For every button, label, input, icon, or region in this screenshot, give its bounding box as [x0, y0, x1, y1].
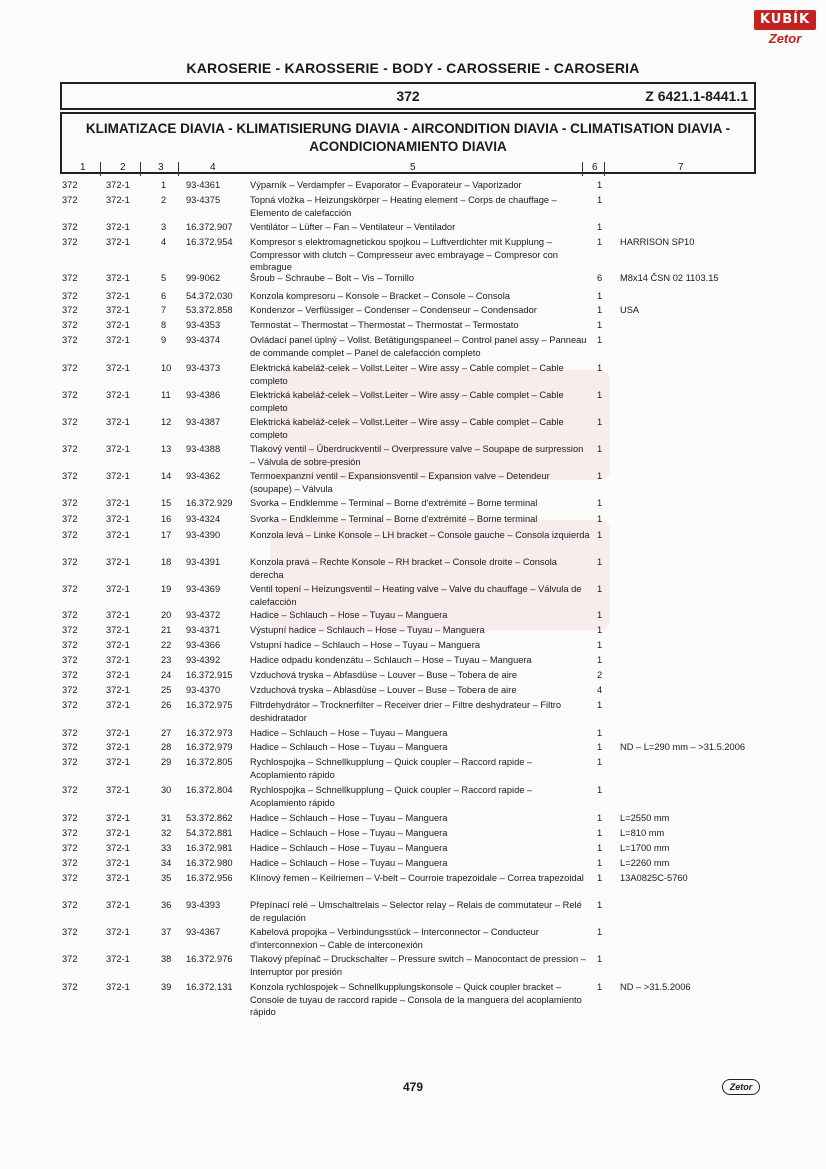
cell-c1: 372 [62, 363, 78, 373]
cell-c5: Filtrdehydrátor – Trocknerfilter – Receiver drier – Filtre deshydrateur – Filtro deshidratador [250, 700, 562, 723]
cell-c5: Vzduchová tryska – Abfasdüse – Louver – Buse – Tobera de aire [250, 670, 518, 680]
cell-c2: 372-1 [106, 237, 130, 247]
cell-c2: 372-1 [106, 927, 130, 937]
cell-c2: 372-1 [106, 742, 130, 752]
cell-c3: 33 [161, 843, 172, 853]
column-number: 5 [410, 162, 416, 173]
column-number: 2 [120, 162, 126, 173]
cell-c7: ND – L=290 mm – >31.5.2006 [620, 742, 746, 752]
cell-c4: 93-4392 [186, 655, 221, 665]
cell-c4: 93-4362 [186, 471, 221, 481]
cell-c4: 16.372.954 [186, 237, 233, 247]
group-bar [60, 82, 756, 110]
column-divider [582, 162, 583, 176]
cell-c6: 1 [597, 390, 603, 400]
cell-c4: 93-4367 [186, 927, 221, 937]
cell-c3: 37 [161, 927, 172, 937]
cell-c5: Hadice odpadu kondenzátu – Schlauch – Hose – Tuyau – Manguera [250, 655, 532, 665]
cell-c1: 372 [62, 335, 78, 345]
cell-c1: 372 [62, 700, 78, 710]
cell-c4: 99-9062 [186, 273, 221, 283]
cell-c4: 93-4371 [186, 625, 221, 635]
cell-c2: 372-1 [106, 982, 130, 992]
cell-c4: 93-4391 [186, 557, 221, 567]
cell-c6: 1 [597, 757, 603, 767]
cell-c4: 53.372.862 [186, 813, 233, 823]
cell-c5: Konzola levá – Linke Konsole – LH bracket – Console gauche – Consola izquierda [250, 530, 590, 540]
cell-c6: 1 [597, 305, 603, 315]
cell-c7: L=2550 mm [620, 813, 670, 823]
cell-c5: Svorka – Endklemme – Terminal – Borne d'extrémité – Borne terminal [250, 514, 538, 524]
cell-c7: M8x14 ČSN 02 1103.15 [620, 273, 719, 283]
cell-c5: Termostat – Thermostat – Thermostat – Thermostat – Termostato [250, 320, 519, 330]
cell-c6: 1 [597, 927, 603, 937]
cell-c5: Šroub – Schraube – Bolt – Vis – Tornillo [250, 273, 415, 283]
cell-c4: 16.372.805 [186, 757, 233, 767]
cell-c2: 372-1 [106, 335, 130, 345]
cell-c1: 372 [62, 927, 78, 937]
cell-c2: 372-1 [106, 530, 130, 540]
group-number: 372 [396, 88, 420, 104]
cell-c2: 372-1 [106, 670, 130, 680]
cell-c5: Rychlospojka – Schnellkupplung – Quick coupler – Raccord rapide – Acoplamiento rápido [250, 757, 533, 780]
cell-c6: 1 [597, 742, 603, 752]
cell-c3: 26 [161, 700, 172, 710]
cell-c2: 372-1 [106, 195, 130, 205]
cell-c2: 372-1 [106, 828, 130, 838]
cell-c2: 372-1 [106, 954, 130, 964]
cell-c1: 372 [62, 237, 78, 247]
cell-c4: 93-4370 [186, 685, 221, 695]
cell-c6: 1 [597, 530, 603, 540]
cell-c5: Ventil topení – Heizungsventil – Heating valve – Valve du chauffage – Válvula de calefacción [250, 584, 582, 607]
cell-c4: 93-4366 [186, 640, 221, 650]
cell-c1: 372 [62, 273, 78, 283]
cell-c3: 19 [161, 584, 172, 594]
cell-c1: 372 [62, 954, 78, 964]
cell-c2: 372-1 [106, 757, 130, 767]
footer-logo: Zetor [722, 1079, 760, 1095]
cell-c1: 372 [62, 640, 78, 650]
cell-c3: 27 [161, 728, 172, 738]
cell-c1: 372 [62, 670, 78, 680]
cell-c3: 7 [161, 305, 167, 315]
cell-c1: 372 [62, 557, 78, 567]
cell-c4: 16.372.907 [186, 222, 233, 232]
cell-c1: 372 [62, 498, 78, 508]
cell-c1: 372 [62, 610, 78, 620]
cell-c5: Hadice – Schlauch – Hose – Tuyau – Manguera [250, 813, 448, 823]
cell-c2: 372-1 [106, 557, 130, 567]
cell-c2: 372-1 [106, 873, 130, 883]
cell-c4: 93-4386 [186, 390, 221, 400]
cell-c3: 30 [161, 785, 172, 795]
cell-c6: 1 [597, 222, 603, 232]
cell-c5: Konzola rychlospojek – Schnellkupplungskonsole – Quick coupler bracket – Console de tuyau de raccord rapide – Consola de la manguera del acoplamiento rápido [250, 982, 582, 1017]
cell-c1: 372 [62, 728, 78, 738]
cell-c4: 93-4393 [186, 900, 221, 910]
cell-c1: 372 [62, 584, 78, 594]
cell-c3: 23 [161, 655, 172, 665]
cell-c5: Konzola kompresoru – Konsole – Bracket – Console – Consola [250, 291, 510, 301]
cell-c3: 4 [161, 237, 167, 247]
cell-c3: 36 [161, 900, 172, 910]
cell-c4: 16.372.804 [186, 785, 233, 795]
cell-c1: 372 [62, 982, 78, 992]
cell-c1: 372 [62, 305, 78, 315]
cell-c4: 54.372.881 [186, 828, 233, 838]
cell-c4: 16.372.975 [186, 700, 233, 710]
cell-c3: 28 [161, 742, 172, 752]
cell-c7: ND – >31.5.2006 [620, 982, 691, 992]
cell-c1: 372 [62, 417, 78, 427]
cell-c3: 31 [161, 813, 172, 823]
cell-c2: 372-1 [106, 728, 130, 738]
cell-c2: 372-1 [106, 843, 130, 853]
cell-c3: 15 [161, 498, 172, 508]
page-title: KAROSERIE - KAROSSERIE - BODY - CAROSSERIE - CAROSERIA [186, 60, 640, 76]
column-number-row [60, 162, 756, 176]
cell-c4: 93-4374 [186, 335, 221, 345]
cell-c1: 372 [62, 625, 78, 635]
cell-c5: Tlakový ventil – Überdruckventil – Overpressure valve – Soupape de surpression – Válvula de sobre-presión [250, 444, 584, 467]
cell-c3: 25 [161, 685, 172, 695]
cell-c4: 93-4388 [186, 444, 221, 454]
cell-c4: 53.372.858 [186, 305, 233, 315]
cell-c2: 372-1 [106, 291, 130, 301]
cell-c2: 372-1 [106, 584, 130, 594]
cell-c3: 12 [161, 417, 172, 427]
cell-c5: Vstupní hadice – Schlauch – Hose – Tuyau – Manguera [250, 640, 480, 650]
cell-c6: 1 [597, 557, 603, 567]
cell-c6: 1 [597, 610, 603, 620]
cell-c1: 372 [62, 742, 78, 752]
cell-c4: 93-4387 [186, 417, 221, 427]
cell-c6: 2 [597, 670, 603, 680]
cell-c6: 1 [597, 655, 603, 665]
cell-c2: 372-1 [106, 610, 130, 620]
cell-c3: 38 [161, 954, 172, 964]
cell-c7: L=1700 mm [620, 843, 670, 853]
cell-c2: 372-1 [106, 444, 130, 454]
cell-c3: 2 [161, 195, 167, 205]
cell-c4: 93-4353 [186, 320, 221, 330]
cell-c1: 372 [62, 320, 78, 330]
cell-c3: 9 [161, 335, 167, 345]
cell-c5: Kabelová propojka – Verbindungsstück – Interconnector – Conducteur d'interconnexion – Cable de interconexión [250, 927, 539, 950]
cell-c2: 372-1 [106, 417, 130, 427]
column-divider [604, 162, 605, 176]
cell-c3: 32 [161, 828, 172, 838]
cell-c3: 14 [161, 471, 172, 481]
cell-c4: 16.372.980 [186, 858, 233, 868]
cell-c6: 1 [597, 417, 603, 427]
cell-c5: Výstupní hadice – Schlauch – Hose – Tuyau – Manguera [250, 625, 485, 635]
cell-c3: 18 [161, 557, 172, 567]
cell-c1: 372 [62, 514, 78, 524]
cell-c5: Hadice – Schlauch – Hose – Tuyau – Manguera [250, 843, 448, 853]
cell-c3: 39 [161, 982, 172, 992]
column-divider [178, 162, 179, 176]
cell-c2: 372-1 [106, 363, 130, 373]
cell-c6: 1 [597, 625, 603, 635]
logo-top-text: KUBÍK [754, 10, 816, 30]
section-title [68, 120, 748, 156]
cell-c2: 372-1 [106, 700, 130, 710]
cell-c5: Hadice – Schlauch – Hose – Tuyau – Manguera [250, 728, 448, 738]
cell-c1: 372 [62, 813, 78, 823]
cell-c4: 93-4324 [186, 514, 221, 524]
cell-c5: Topná vložka – Heizungskörper – Heating element – Corps de chauffage – Elemento de calefacción [250, 195, 557, 218]
cell-c6: 1 [597, 237, 603, 247]
cell-c3: 17 [161, 530, 172, 540]
cell-c2: 372-1 [106, 471, 130, 481]
cell-c2: 372-1 [106, 390, 130, 400]
cell-c5: Přepínací relé – Umschaltrelais – Selector relay – Relais de commutateur – Relé de regulación [250, 900, 582, 923]
cell-c1: 372 [62, 291, 78, 301]
cell-c1: 372 [62, 900, 78, 910]
cell-c6: 4 [597, 685, 603, 695]
cell-c2: 372-1 [106, 180, 130, 190]
cell-c4: 16.372.929 [186, 498, 233, 508]
cell-c1: 372 [62, 828, 78, 838]
cell-c6: 1 [597, 954, 603, 964]
cell-c5: Ovládací panel úplný – Vollst. Betätigungspaneel – Control panel assy – Panneau de commande complet – Panel de calefacción completo [250, 335, 587, 358]
cell-c6: 1 [597, 471, 603, 481]
cell-c5: Konzola pravá – Rechte Konsole – RH bracket – Console droite – Consola derecha [250, 557, 557, 580]
cell-c4: 93-4372 [186, 610, 221, 620]
cell-c4: 16.372.979 [186, 742, 233, 752]
cell-c6: 1 [597, 584, 603, 594]
cell-c1: 372 [62, 530, 78, 540]
cell-c5: Elektrická kabeláž-celek – Vollst.Leiter – Wire assy – Cable complet – Cable completo [250, 363, 564, 386]
cell-c3: 13 [161, 444, 172, 454]
cell-c4: 16.372.981 [186, 843, 233, 853]
column-number: 4 [210, 162, 216, 173]
cell-c4: 16.372.915 [186, 670, 233, 680]
cell-c2: 372-1 [106, 273, 130, 283]
cell-c3: 3 [161, 222, 167, 232]
cell-c4: 93-4369 [186, 584, 221, 594]
cell-c6: 1 [597, 640, 603, 650]
cell-c6: 1 [597, 785, 603, 795]
cell-c6: 1 [597, 514, 603, 524]
cell-c4: 93-4390 [186, 530, 221, 540]
cell-c2: 372-1 [106, 305, 130, 315]
column-divider [140, 162, 141, 176]
cell-c6: 1 [597, 728, 603, 738]
cell-c1: 372 [62, 655, 78, 665]
section-title-line-2: ACONDICIONAMIENTO DIAVIA [309, 139, 507, 154]
cell-c5: Elektrická kabeláž-celek – Vollst.Leiter – Wire assy – Cable complet – Cable completo [250, 390, 564, 413]
cell-c5: Hadice – Schlauch – Hose – Tuyau – Manguera [250, 828, 448, 838]
cell-c2: 372-1 [106, 655, 130, 665]
cell-c6: 1 [597, 320, 603, 330]
cell-c5: Hadice – Schlauch – Hose – Tuyau – Manguera [250, 610, 448, 620]
cell-c5: Kondenzor – Verflüssiger – Condenser – Condenseur – Condensador [250, 305, 537, 315]
cell-c7: HARRISON SP10 [620, 237, 695, 247]
cell-c3: 1 [161, 180, 167, 190]
cell-c3: 6 [161, 291, 167, 301]
cell-c2: 372-1 [106, 320, 130, 330]
cell-c1: 372 [62, 180, 78, 190]
section-title-line-1: KLIMATIZACE DIAVIA - KLIMATISIERUNG DIAVIA - AIRCONDITION DIAVIA - CLIMATISATION DIAVIA - [85, 121, 731, 136]
column-number: 3 [158, 162, 164, 173]
cell-c5: Elektrická kabeláž-celek – Vollst.Leiter – Wire assy – Cable complet – Cable completo [250, 417, 564, 440]
cell-c4: 54.372.030 [186, 291, 233, 301]
cell-c1: 372 [62, 390, 78, 400]
cell-c5: Kompresor s elektromagnetickou spojkou – Luftverdichter mit Kupplung – Compressor with clutch – Compresseur avec embrayage – Compresor con embrague [250, 237, 558, 272]
cell-c3: 11 [161, 390, 171, 400]
cell-c4: 16.372.976 [186, 954, 233, 964]
cell-c6: 1 [597, 498, 603, 508]
cell-c6: 1 [597, 180, 603, 190]
cell-c1: 372 [62, 757, 78, 767]
cell-c5: Klínový řemen – Keilriemen – V-belt – Courroie trapezoidale – Correa trapezoidal [250, 873, 584, 883]
cell-c3: 22 [161, 640, 172, 650]
cell-c1: 372 [62, 222, 78, 232]
cell-c6: 1 [597, 828, 603, 838]
column-number: 6 [592, 162, 598, 173]
cell-c4: 16.372.973 [186, 728, 233, 738]
cell-c5: Termoexpanzní ventil – Expansionsventil – Expansion valve – Detendeur (soupape) – Válvula [250, 471, 550, 494]
cell-c6: 1 [597, 444, 603, 454]
column-number: 7 [678, 162, 684, 173]
logo-bottom-text: Zetor [768, 31, 802, 46]
cell-c5: Výparník – Verdampfer – Evaporator – Évaporateur – Vaporizador [250, 180, 522, 190]
cell-c5: Hadice – Schlauch – Hose – Tuyau – Manguera [250, 858, 448, 868]
cell-c6: 1 [597, 982, 603, 992]
cell-c3: 29 [161, 757, 172, 767]
cell-c2: 372-1 [106, 514, 130, 524]
cell-c6: 6 [597, 273, 603, 283]
column-number: 1 [80, 162, 86, 173]
cell-c3: 20 [161, 610, 172, 620]
cell-c5: Vzduchová tryska – Ablasdüse – Louver – Buse – Tobera de aire [250, 685, 517, 695]
cell-c4: 16.372.131 [186, 982, 233, 992]
cell-c4: 93-4375 [186, 195, 221, 205]
cell-c4: 93-4361 [186, 180, 221, 190]
cell-c6: 1 [597, 363, 603, 373]
cell-c3: 8 [161, 320, 167, 330]
cell-c6: 1 [597, 813, 603, 823]
cell-c5: Ventilátor – Lüfter – Fan – Ventilateur – Ventilador [250, 222, 456, 232]
column-divider [100, 162, 101, 176]
cell-c3: 24 [161, 670, 172, 680]
cell-c1: 372 [62, 471, 78, 481]
cell-c6: 1 [597, 700, 603, 710]
cell-c3: 16 [161, 514, 172, 524]
cell-c2: 372-1 [106, 222, 130, 232]
cell-c6: 1 [597, 291, 603, 301]
cell-c3: 5 [161, 273, 167, 283]
cell-c7: L=2260 mm [620, 858, 670, 868]
cell-c7: USA [620, 305, 640, 315]
cell-c7: L=810 mm [620, 828, 665, 838]
cell-c4: 93-4373 [186, 363, 221, 373]
cell-c1: 372 [62, 685, 78, 695]
cell-c5: Tlakový přepínač – Druckschalter – Pressure switch – Manocontact de pression – Interruptor por presión [250, 954, 586, 977]
cell-c6: 1 [597, 335, 603, 345]
cell-c6: 1 [597, 873, 603, 883]
cell-c5: Hadice – Schlauch – Hose – Tuyau – Manguera [250, 742, 448, 752]
cell-c6: 1 [597, 858, 603, 868]
cell-c3: 35 [161, 873, 172, 883]
cell-c6: 1 [597, 843, 603, 853]
cell-c1: 372 [62, 444, 78, 454]
cell-c5: Svorka – Endklemme – Terminal – Borne d'extrémité – Borne terminal [250, 498, 538, 508]
cell-c2: 372-1 [106, 685, 130, 695]
cell-c2: 372-1 [106, 858, 130, 868]
cell-c7: 13A0825C-5760 [620, 873, 688, 883]
cell-c5: Rychlospojka – Schnellkupplung – Quick coupler – Raccord rapide – Acoplamiento rápido [250, 785, 533, 808]
cell-c3: 21 [161, 625, 172, 635]
cell-c3: 10 [161, 363, 172, 373]
cell-c2: 372-1 [106, 785, 130, 795]
cell-c3: 34 [161, 858, 172, 868]
cell-c2: 372-1 [106, 640, 130, 650]
cell-c1: 372 [62, 195, 78, 205]
kubik-zetor-logo [754, 10, 816, 48]
cell-c2: 372-1 [106, 900, 130, 910]
cell-c2: 372-1 [106, 813, 130, 823]
cell-c1: 372 [62, 785, 78, 795]
cell-c6: 1 [597, 900, 603, 910]
cell-c6: 1 [597, 195, 603, 205]
cell-c2: 372-1 [106, 498, 130, 508]
cell-c1: 372 [62, 873, 78, 883]
cell-c1: 372 [62, 843, 78, 853]
cell-c2: 372-1 [106, 625, 130, 635]
model-code: Z 6421.1-8441.1 [645, 88, 748, 104]
page-number: 479 [402, 1080, 424, 1094]
cell-c1: 372 [62, 858, 78, 868]
cell-c4: 16.372.956 [186, 873, 233, 883]
